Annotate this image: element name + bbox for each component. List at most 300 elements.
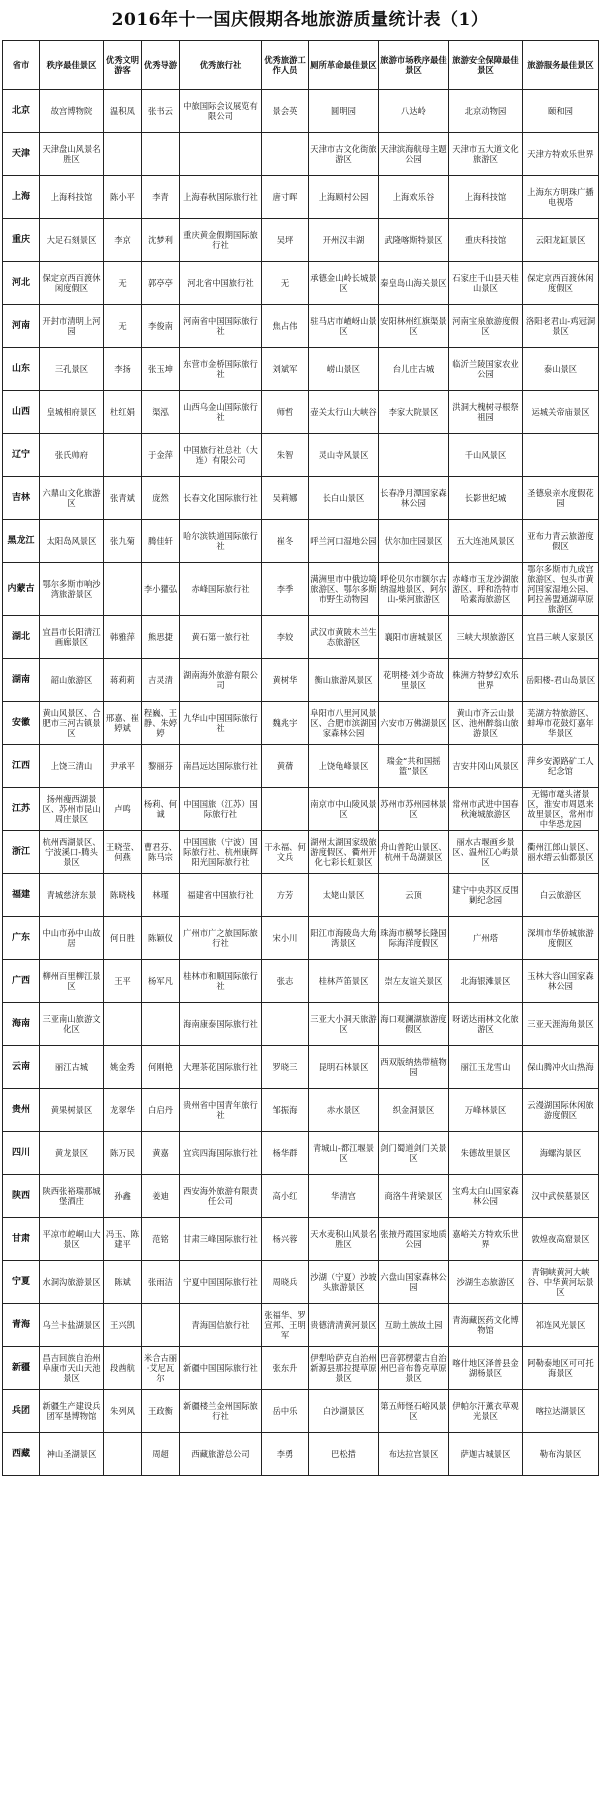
- table-cell: 山西乌金山国际旅行社: [180, 391, 262, 434]
- column-header: 厕所革命最佳景区: [309, 41, 379, 90]
- table-cell: 西双版纳热带植物园: [379, 1046, 449, 1089]
- table-cell: 灵山寺风景区: [309, 434, 379, 477]
- province-cell: 福建: [3, 874, 40, 917]
- table-cell: 赤峰市玉龙沙湖旅游区、呼和浩特市哈素海旅游区: [449, 563, 523, 616]
- table-cell: 沙湖生态旅游区: [449, 1261, 523, 1304]
- table-cell: 萨迦古城景区: [449, 1433, 523, 1476]
- table-cell: 天津市五大道文化旅游区: [449, 133, 523, 176]
- table-cell: 呀诺达雨林文化旅游区: [449, 1003, 523, 1046]
- table-cell: 互助土族故土园: [379, 1304, 449, 1347]
- table-cell: 衢州江郎山景区、丽水缙云仙都景区: [523, 831, 599, 874]
- table-cell: 石家庄千山县天桂山景区: [449, 262, 523, 305]
- table-cell: 王政衡: [142, 1390, 180, 1433]
- table-cell: 杜红娟: [104, 391, 142, 434]
- table-cell: 青海国信旅行社: [180, 1304, 262, 1347]
- table-cell: 龙翠华: [104, 1089, 142, 1132]
- table-cell: 北京动物园: [449, 90, 523, 133]
- table-cell: 武汉市黄陂木兰生态旅游区: [309, 616, 379, 659]
- province-cell: 广西: [3, 960, 40, 1003]
- table-row: [3, 477, 599, 520]
- table-cell: 水洞沟旅游景区: [40, 1261, 104, 1304]
- table-cell: 渠泓: [142, 391, 180, 434]
- province-cell: 兵团: [3, 1390, 40, 1433]
- table-title: 2016年十一国庆假期各地旅游质量统计表（1）: [111, 10, 489, 30]
- table-cell: 沙湖（宁夏）沙坡头旅游景区: [309, 1261, 379, 1304]
- table-cell: 罗晓三: [262, 1046, 309, 1089]
- table-cell: 海口观澜湖旅游度假区: [379, 1003, 449, 1046]
- table-cell: 陕西张裕瑞那城堡酒庄: [40, 1175, 104, 1218]
- table-cell: 敦煌夜高窟景区: [523, 1218, 599, 1261]
- table-cell: 上海春秋国际旅行社: [180, 176, 262, 219]
- table-cell: 王晓莹、何燕: [104, 831, 142, 874]
- table-cell: 腾佳轩: [142, 520, 180, 563]
- table-cell: 冯玉、陈建平: [104, 1218, 142, 1261]
- table-cell: 宝鸡太白山国家森林公园: [449, 1175, 523, 1218]
- table-cell: 韩雅萍: [104, 616, 142, 659]
- table-cell: 布达拉宫景区: [379, 1433, 449, 1476]
- province-cell: 湖北: [3, 616, 40, 659]
- table-cell: 常州市武进中国春秋淹城旅游区: [449, 788, 523, 831]
- table-cell: 千山风景区: [449, 434, 523, 477]
- table-cell: 青城山-都江堰景区: [309, 1132, 379, 1175]
- table-cell: 乌兰卡盐湖景区: [40, 1304, 104, 1347]
- table-cell: 中旅国际会议展览有限公司: [180, 90, 262, 133]
- table-cell: 贵州省中国青年旅行社: [180, 1089, 262, 1132]
- table-cell: 商洛牛背梁景区: [379, 1175, 449, 1218]
- table-cell: 满洲里市中俄边境旅游区、鄂尔多斯市野生动物园: [309, 563, 379, 616]
- table-row: [3, 133, 599, 176]
- table-cell: 巴松措: [309, 1433, 379, 1476]
- table-cell: 上饶龟峰景区: [309, 745, 379, 788]
- table-cell: 无: [104, 305, 142, 348]
- table-cell: 方芳: [262, 874, 309, 917]
- table-body: [3, 90, 599, 1476]
- province-cell: 贵州: [3, 1089, 40, 1132]
- table-cell: 故宫博物院: [40, 90, 104, 133]
- table-cell: 李小獾弘: [142, 563, 180, 616]
- province-cell: 山东: [3, 348, 40, 391]
- table-cell: 张九菊: [104, 520, 142, 563]
- table-row: [3, 831, 599, 874]
- table-cell: 天津方特欢乐世界: [523, 133, 599, 176]
- table-cell: 崇左友谊关景区: [379, 960, 449, 1003]
- table-row: [3, 262, 599, 305]
- province-cell: 天津: [3, 133, 40, 176]
- table-cell: 勒布沟景区: [523, 1433, 599, 1476]
- province-cell: 上海: [3, 176, 40, 219]
- table-cell: 黄山市齐云山景区、池州醉翁山旅游景区: [449, 702, 523, 745]
- table-cell: 柳州百里柳江景区: [40, 960, 104, 1003]
- table-cell: 黄蒨: [262, 745, 309, 788]
- column-header: 秩序最佳景区: [40, 41, 104, 90]
- table-cell: 壶关太行山大峡谷: [309, 391, 379, 434]
- table-cell: 三孔景区: [40, 348, 104, 391]
- table-cell: 三亚南山旅游文化区: [40, 1003, 104, 1046]
- table-cell: 邹振海: [262, 1089, 309, 1132]
- table-cell: 新疆楼兰金州国际旅行社: [180, 1390, 262, 1433]
- table-row: [3, 788, 599, 831]
- table-cell: [104, 1433, 142, 1476]
- table-cell: 高小红: [262, 1175, 309, 1218]
- table-cell: 五大连池风景区: [449, 520, 523, 563]
- table-row: [3, 90, 599, 133]
- table-cell: 桂林芦笛景区: [309, 960, 379, 1003]
- province-cell: 广东: [3, 917, 40, 960]
- province-cell: 西藏: [3, 1433, 40, 1476]
- table-cell: 河南省中国国际旅行社: [180, 305, 262, 348]
- table-cell: 赤水景区: [309, 1089, 379, 1132]
- table-cell: 孙鑫: [104, 1175, 142, 1218]
- table-cell: 贵德清清黄河景区: [309, 1304, 379, 1347]
- table-cell: 杭州西湖景区、宁波溪口-腾头景区: [40, 831, 104, 874]
- statistics-table: [2, 40, 599, 1476]
- table-cell: 宜昌市长阳清江画廊景区: [40, 616, 104, 659]
- table-cell: 白云旅游区: [523, 874, 599, 917]
- table-cell: 保山腾冲火山热海: [523, 1046, 599, 1089]
- table-cell: 驻马店市嵖岈山景区: [309, 305, 379, 348]
- table-cell: 西藏旅游总公司: [180, 1433, 262, 1476]
- table-row: [3, 520, 599, 563]
- table-header: [3, 41, 599, 90]
- table-cell: 青铜峡黄河大峡谷、中华黄河坛景区: [523, 1261, 599, 1304]
- table-cell: 无锡市鼋头渚景区，淮安市周恩来故里景区，常州市中华恐龙园: [523, 788, 599, 831]
- table-cell: 扬州瘦西湖景区、苏州市昆山周庄景区: [40, 788, 104, 831]
- table-cell: 李姣: [262, 616, 309, 659]
- table-cell: 六安市万佛湖景区: [379, 702, 449, 745]
- table-cell: 陈斌: [104, 1261, 142, 1304]
- province-cell: 江苏: [3, 788, 40, 831]
- table-cell: 八达岭: [379, 90, 449, 133]
- table-cell: 丽江玉龙雪山: [449, 1046, 523, 1089]
- table-cell: 黄嘉: [142, 1132, 180, 1175]
- table-cell: [262, 1003, 309, 1046]
- table-row: [3, 702, 599, 745]
- table-row: [3, 1132, 599, 1175]
- province-cell: 四川: [3, 1132, 40, 1175]
- table-cell: 岳中乐: [262, 1390, 309, 1433]
- column-header: 旅游服务最佳景区: [523, 41, 599, 90]
- table-cell: 王兴凯: [104, 1304, 142, 1347]
- table-cell: 吉灵清: [142, 659, 180, 702]
- table-cell: 鄂尔多斯市响沙湾旅游景区: [40, 563, 104, 616]
- table-cell: 运城关帝庙景区: [523, 391, 599, 434]
- table-cell: 北海银滩景区: [449, 960, 523, 1003]
- table-cell: 天津盘山风景名胜区: [40, 133, 104, 176]
- table-cell: 芜湖方特旅游区、蚌埠市花鼓灯嘉年华景区: [523, 702, 599, 745]
- table-cell: 湖州太湖国家级旅游度假区、衢州开化七彩长虹景区: [309, 831, 379, 874]
- table-cell: 阿勒泰地区可可托海景区: [523, 1347, 599, 1390]
- table-cell: 宜昌三峡人家景区: [523, 616, 599, 659]
- table-cell: [379, 434, 449, 477]
- table-cell: 黄树华: [262, 659, 309, 702]
- table-cell: 珠海市横琴长隆国际海洋度假区: [379, 917, 449, 960]
- table-cell: 三亚天涯海角景区: [523, 1003, 599, 1046]
- province-cell: 北京: [3, 90, 40, 133]
- table-cell: 建宁中央苏区反围剿纪念园: [449, 874, 523, 917]
- table-row: [3, 1304, 599, 1347]
- table-cell: 喀拉达湖景区: [523, 1390, 599, 1433]
- table-cell: 黄果树景区: [40, 1089, 104, 1132]
- province-cell: 河北: [3, 262, 40, 305]
- table-cell: 王平: [104, 960, 142, 1003]
- table-cell: 巴音郭楞蒙古自治州巴音布鲁克草原景区: [379, 1347, 449, 1390]
- table-cell: 大理茶花国际旅行社: [180, 1046, 262, 1089]
- table-cell: 太姥山景区: [309, 874, 379, 917]
- table-cell: 泰山景区: [523, 348, 599, 391]
- table-cell: 南昌远达国际旅行社: [180, 745, 262, 788]
- table-cell: 青海藏医药文化博物馆: [449, 1304, 523, 1347]
- table-cell: 干永福、何文兵: [262, 831, 309, 874]
- table-cell: 云漫湖国际休闲旅游度假区: [523, 1089, 599, 1132]
- table-cell: 汉中武侯墓景区: [523, 1175, 599, 1218]
- table-cell: 中山市孙中山故居: [40, 917, 104, 960]
- table-cell: 秦皇岛山海关景区: [379, 262, 449, 305]
- table-cell: [262, 788, 309, 831]
- table-cell: 张雨洁: [142, 1261, 180, 1304]
- table-cell: 颐和园: [523, 90, 599, 133]
- table-cell: 李季: [262, 563, 309, 616]
- province-cell: 海南: [3, 1003, 40, 1046]
- table-cell: 西安海外旅游有限责任公司: [180, 1175, 262, 1218]
- table-cell: 中国国旅（江苏）国际旅行社: [180, 788, 262, 831]
- table-cell: 三峡大坝旅游区: [449, 616, 523, 659]
- table-cell: 范铭: [142, 1218, 180, 1261]
- table-row: [3, 305, 599, 348]
- province-cell: 重庆: [3, 219, 40, 262]
- table-cell: 杨华群: [262, 1132, 309, 1175]
- table-cell: 圆明园: [309, 90, 379, 133]
- table-cell: 周晓兵: [262, 1261, 309, 1304]
- table-cell: 曹君芬、陈马宗: [142, 831, 180, 874]
- table-cell: 陈小平: [104, 176, 142, 219]
- table-cell: 重庆科技馆: [449, 219, 523, 262]
- column-header: 省市: [3, 41, 40, 90]
- table-cell: 黄山风景区、合肥市三河古镇景区: [40, 702, 104, 745]
- table-cell: 衡山旅游风景区: [309, 659, 379, 702]
- table-cell: 甘肃三峰国际旅行社: [180, 1218, 262, 1261]
- table-cell: [262, 133, 309, 176]
- table-cell: 张书云: [142, 90, 180, 133]
- table-cell: 祁连风光景区: [523, 1304, 599, 1347]
- table-cell: 伊帕尔汗薰衣草观光景区: [449, 1390, 523, 1433]
- table-cell: 上饶三清山: [40, 745, 104, 788]
- table-row: [3, 1433, 599, 1476]
- table-cell: 华清宫: [309, 1175, 379, 1218]
- table-cell: 青城慈济东景: [40, 874, 104, 917]
- table-cell: 岳阳楼-君山岛景区: [523, 659, 599, 702]
- table-cell: 姚金秀: [104, 1046, 142, 1089]
- table-cell: 陈颖仪: [142, 917, 180, 960]
- table-cell: 三亚大小洞天旅游区: [309, 1003, 379, 1046]
- table-cell: 黄龙景区: [40, 1132, 104, 1175]
- table-cell: 蒋莉莉: [104, 659, 142, 702]
- table-cell: 邢嘉、崔婷斌: [104, 702, 142, 745]
- table-cell: 上海欢乐谷: [379, 176, 449, 219]
- table-cell: 安阳林州红旗渠景区: [379, 305, 449, 348]
- table-cell: 台儿庄古城: [379, 348, 449, 391]
- table-cell: 保定京西百渡休闲度假区: [40, 262, 104, 305]
- table-cell: 张福华、罗宣邦、王明军: [262, 1304, 309, 1347]
- table-cell: 张玉坤: [142, 348, 180, 391]
- table-cell: 周超: [142, 1433, 180, 1476]
- table-cell: 宜宾四海国际旅行社: [180, 1132, 262, 1175]
- table-cell: 开封市清明上河园: [40, 305, 104, 348]
- table-cell: [142, 133, 180, 176]
- table-cell: 林瑾: [142, 874, 180, 917]
- table-cell: 白启丹: [142, 1089, 180, 1132]
- table-cell: 陈万民: [104, 1132, 142, 1175]
- column-header: 优秀旅行社: [180, 41, 262, 90]
- table-cell: 长春净月潭国家森林公园: [379, 477, 449, 520]
- table-row: [3, 391, 599, 434]
- table-cell: 杨兴蓉: [262, 1218, 309, 1261]
- table-row: [3, 659, 599, 702]
- table-cell: 阜阳市八里河风景区、合肥市滨湖国家森林公园: [309, 702, 379, 745]
- table-cell: 崔冬: [262, 520, 309, 563]
- table-cell: 长白山景区: [309, 477, 379, 520]
- table-cell: 上海科技馆: [40, 176, 104, 219]
- table-cell: [180, 133, 262, 176]
- table-row: [3, 176, 599, 219]
- table-cell: 深圳市华侨城旅游度假区: [523, 917, 599, 960]
- table-cell: 李京: [104, 219, 142, 262]
- table-cell: 焦占伟: [262, 305, 309, 348]
- table-cell: 福建省中国旅行社: [180, 874, 262, 917]
- table-cell: 广州市广之旅国际旅行社: [180, 917, 262, 960]
- table-cell: 萍乡安源路矿工人纪念馆: [523, 745, 599, 788]
- table-cell: 尹承平: [104, 745, 142, 788]
- table-cell: 朱列风: [104, 1390, 142, 1433]
- table-row: [3, 1218, 599, 1261]
- table-cell: 上海东方明珠广播电视塔: [523, 176, 599, 219]
- table-cell: 广州塔: [449, 917, 523, 960]
- table-cell: 温积凤: [104, 90, 142, 133]
- table-row: [3, 1089, 599, 1132]
- table-cell: 保定京西百渡休闲度假区: [523, 262, 599, 305]
- table-cell: 襄阳市唐城景区: [379, 616, 449, 659]
- province-cell: 湖南: [3, 659, 40, 702]
- table-cell: 新疆生产建设兵团军垦博物馆: [40, 1390, 104, 1433]
- province-cell: 浙江: [3, 831, 40, 874]
- table-cell: 海螺沟景区: [523, 1132, 599, 1175]
- table-row: [3, 1261, 599, 1304]
- table-cell: 开州汉丰湖: [309, 219, 379, 262]
- table-cell: 嘉峪关方特欢乐世界: [449, 1218, 523, 1261]
- table-cell: [104, 1003, 142, 1046]
- table-cell: 洛阳老君山-鸡冠洞景区: [523, 305, 599, 348]
- table-cell: 熊思捷: [142, 616, 180, 659]
- table-cell: [104, 434, 142, 477]
- table-cell: 韶山旅游区: [40, 659, 104, 702]
- table-cell: 武隆喀斯特景区: [379, 219, 449, 262]
- table-cell: 张青斌: [104, 477, 142, 520]
- table-cell: 天津市古文化街旅游区: [309, 133, 379, 176]
- table-cell: 吴莉娜: [262, 477, 309, 520]
- table-cell: 长春文化国际旅行社: [180, 477, 262, 520]
- table-cell: 丽江古城: [40, 1046, 104, 1089]
- table-cell: 陈晓栈: [104, 874, 142, 917]
- table-row: [3, 563, 599, 616]
- table-cell: 临沂兰陵国家农业公园: [449, 348, 523, 391]
- table-cell: 宁夏中国国际旅行社: [180, 1261, 262, 1304]
- table-cell: 伏尔加庄园景区: [379, 520, 449, 563]
- table-cell: 平凉市崆峒山大景区: [40, 1218, 104, 1261]
- table-row: [3, 1175, 599, 1218]
- table-cell: 鄂尔多斯市九成宫旅游区、包头市黄河国家湿地公园、阿拉善盟通湖草原旅游区: [523, 563, 599, 616]
- table-cell: 太阳岛风景区: [40, 520, 104, 563]
- table-cell: 天水麦积山风景名胜区: [309, 1218, 379, 1261]
- table-cell: 苏州市苏州园林景区: [379, 788, 449, 831]
- province-cell: 吉林: [3, 477, 40, 520]
- table-cell: 河南宝泉旅游度假区: [449, 305, 523, 348]
- table-cell: 张掖丹霞国家地质公园: [379, 1218, 449, 1261]
- header-row: [3, 41, 599, 90]
- table-cell: [104, 133, 142, 176]
- table-cell: 无: [104, 262, 142, 305]
- table-cell: 哈尔滨铁道国际旅行社: [180, 520, 262, 563]
- province-cell: 河南: [3, 305, 40, 348]
- column-header: 旅游安全保障最佳景区: [449, 41, 523, 90]
- table-cell: 张志: [262, 960, 309, 1003]
- table-cell: 李俊南: [142, 305, 180, 348]
- province-cell: 安徽: [3, 702, 40, 745]
- province-cell: 甘肃: [3, 1218, 40, 1261]
- table-cell: 中国旅行社总社（大连）有限公司: [180, 434, 262, 477]
- table-cell: 黄石第一旅行社: [180, 616, 262, 659]
- table-cell: 何刚艳: [142, 1046, 180, 1089]
- table-row: [3, 1390, 599, 1433]
- table-cell: 湖南海外旅游有限公司: [180, 659, 262, 702]
- table-cell: 南京市中山陵风景区: [309, 788, 379, 831]
- table-cell: 吴坪: [262, 219, 309, 262]
- province-cell: 陕西: [3, 1175, 40, 1218]
- table-row: [3, 874, 599, 917]
- column-header: 优秀旅游工作人员: [262, 41, 309, 90]
- table-row: [3, 1347, 599, 1390]
- table-cell: 于金萍: [142, 434, 180, 477]
- table-cell: [142, 1003, 180, 1046]
- table-cell: 大足石刻景区: [40, 219, 104, 262]
- table-row: [3, 434, 599, 477]
- table-cell: 呼伦贝尔市额尔古纳湿地景区、阿尔山-柴河旅游区: [379, 563, 449, 616]
- table-cell: 无: [262, 262, 309, 305]
- table-row: [3, 348, 599, 391]
- table-row: [3, 745, 599, 788]
- table-cell: 云阳龙缸景区: [523, 219, 599, 262]
- province-cell: 江西: [3, 745, 40, 788]
- table-cell: [104, 563, 142, 616]
- table-row: [3, 616, 599, 659]
- province-cell: 宁夏: [3, 1261, 40, 1304]
- table-cell: 姜迪: [142, 1175, 180, 1218]
- province-cell: 黑龙江: [3, 520, 40, 563]
- table-cell: 程巍、王静、朱婷婷: [142, 702, 180, 745]
- table-cell: 黎丽芬: [142, 745, 180, 788]
- table-cell: 东营市金桥国际旅行社: [180, 348, 262, 391]
- table-cell: 玉林大容山国家森林公园: [523, 960, 599, 1003]
- table-cell: 万峰林景区: [449, 1089, 523, 1132]
- table-cell: 洪洞大槐树寻根祭祖园: [449, 391, 523, 434]
- province-cell: 山西: [3, 391, 40, 434]
- table-cell: 天津滨海航母主题公园: [379, 133, 449, 176]
- table-cell: 花明楼·刘少奇故里景区: [379, 659, 449, 702]
- table-cell: 刘斌军: [262, 348, 309, 391]
- table-cell: 新疆中国国际旅行社: [180, 1347, 262, 1390]
- table-cell: 沈梦利: [142, 219, 180, 262]
- table-cell: 上海顾村公园: [309, 176, 379, 219]
- table-cell: 呼兰河口湿地公园: [309, 520, 379, 563]
- table-cell: 段酋航: [104, 1347, 142, 1390]
